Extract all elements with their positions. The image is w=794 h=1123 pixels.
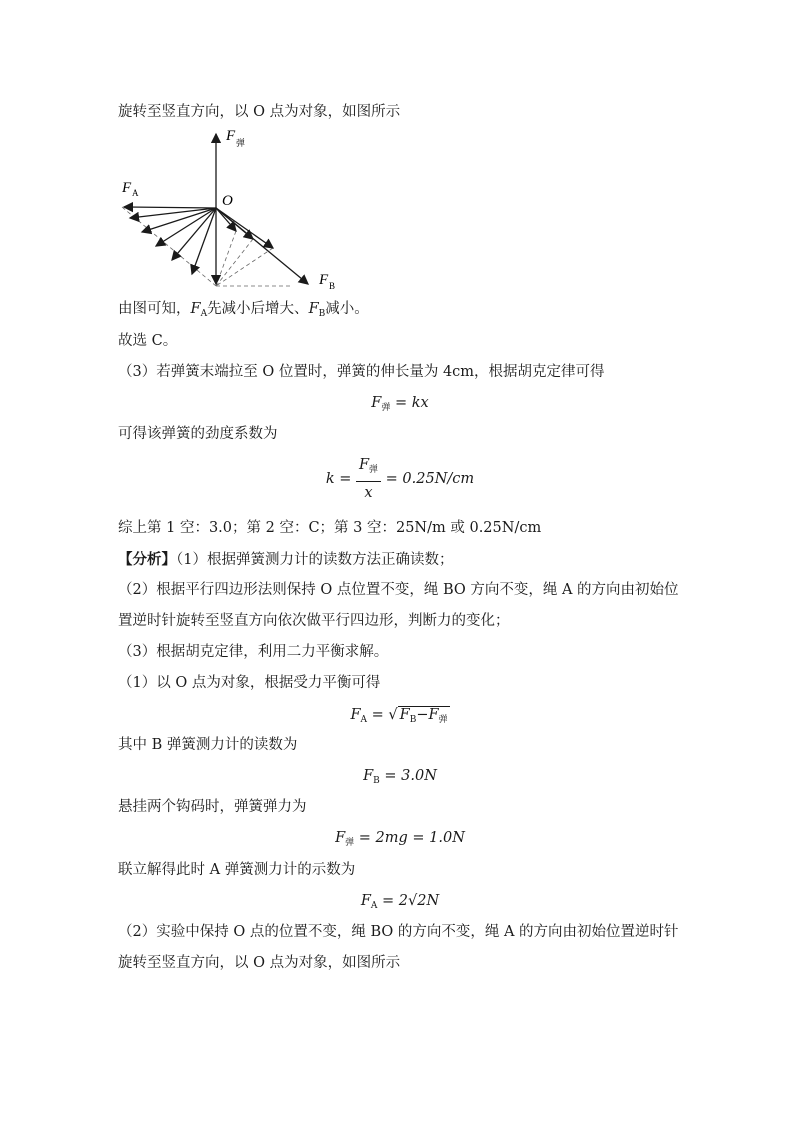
label-f-spring: F bbox=[226, 128, 236, 144]
text-line-2-mid: 先减小后增大、 bbox=[207, 301, 309, 317]
text-line-2-post: 减小。 bbox=[325, 301, 369, 317]
label-f-spring-sub: 弹 bbox=[236, 138, 246, 148]
symbol-f-a: $F_A$ bbox=[190, 301, 208, 319]
label-f-b: F bbox=[319, 272, 329, 288]
equation-f-a-result: $F_A = 2√2N$ bbox=[360, 893, 440, 911]
text-line-15: （2）实验中保持 O 点的位置不变，绳 BO 的方向不变，绳 A 的方向由初始位置逆时针 bbox=[118, 924, 679, 940]
text-line-1: 旋转至竖直方向，以 O 点为对象，如图所示 bbox=[118, 104, 401, 120]
text-line-5: 可得该弹簧的劲度系数为 bbox=[118, 426, 278, 442]
text-line-12: 其中 B 弹簧测力计的读数为 bbox=[118, 737, 298, 753]
equation-f-a-root: $F_A$ = √ $F_B-F_弹$ bbox=[350, 707, 448, 725]
text-line-10: （3）根据胡克定律，利用二力平衡求解。 bbox=[118, 644, 389, 660]
text-line-2 bbox=[118, 299, 369, 324]
text-line-4: （3）若弹簧末端拉至 O 位置时，弹簧的伸长量为 4cm，根据胡克定律可得 bbox=[118, 364, 605, 380]
text-line-3: 故选 C。 bbox=[118, 333, 178, 349]
label-f-b-sub: B bbox=[329, 281, 336, 291]
force-diagram bbox=[112, 128, 352, 298]
text-line-11: （1）以 O 点为对象，根据受力平衡可得 bbox=[118, 675, 381, 691]
f-a-arrow-1 bbox=[124, 207, 216, 208]
text-line-9: 置逆时针旋转至竖直方向依次做平行四边形，判断力的变化； bbox=[118, 613, 510, 629]
text-line-2-pre: 由图可知， bbox=[118, 301, 191, 317]
text-line-7: 【分析】（1）根据弹簧测力计的读数方法正确读数； bbox=[118, 551, 454, 568]
f-a-arrow-6 bbox=[192, 208, 216, 274]
text-line-8: （2）根据平行四边形法则保持 O 点位置不变，绳 BO 方向不变，绳 A 的方向由初始位 bbox=[118, 582, 679, 598]
equation-f-b: $F_B = 3.0N$ bbox=[363, 768, 437, 786]
text-line-6: 综上第 1 空：3.0；第 2 空：C；第 3 空：25N/m 或 0.25N/cm bbox=[118, 520, 542, 536]
equation-spring-force: $F_弹 = 2mg = 1.0N$ bbox=[335, 830, 465, 848]
label-f-a-sub: A bbox=[132, 188, 139, 198]
label-origin: O bbox=[222, 193, 233, 209]
f-b-arrow-short-3 bbox=[216, 208, 273, 248]
f-a-arrow-3 bbox=[142, 208, 216, 232]
analysis-tag: 【分析】 bbox=[118, 551, 176, 568]
equation-stiffness: k = $\frac{F_弹}{x}$ = 0.25N/cm bbox=[325, 457, 475, 501]
label-f-a: F bbox=[122, 180, 132, 196]
equation-hooke: $F_弹$ = kx bbox=[371, 395, 429, 413]
text-line-13: 悬挂两个钩码时，弹簧弹力为 bbox=[118, 799, 307, 815]
text-line-16: 旋转至竖直方向，以 O 点为对象，如图所示 bbox=[118, 955, 401, 971]
text-line-14: 联立解得此时 A 弹簧测力计的示数为 bbox=[118, 862, 356, 878]
symbol-f-b: $F_B$ bbox=[308, 301, 326, 319]
